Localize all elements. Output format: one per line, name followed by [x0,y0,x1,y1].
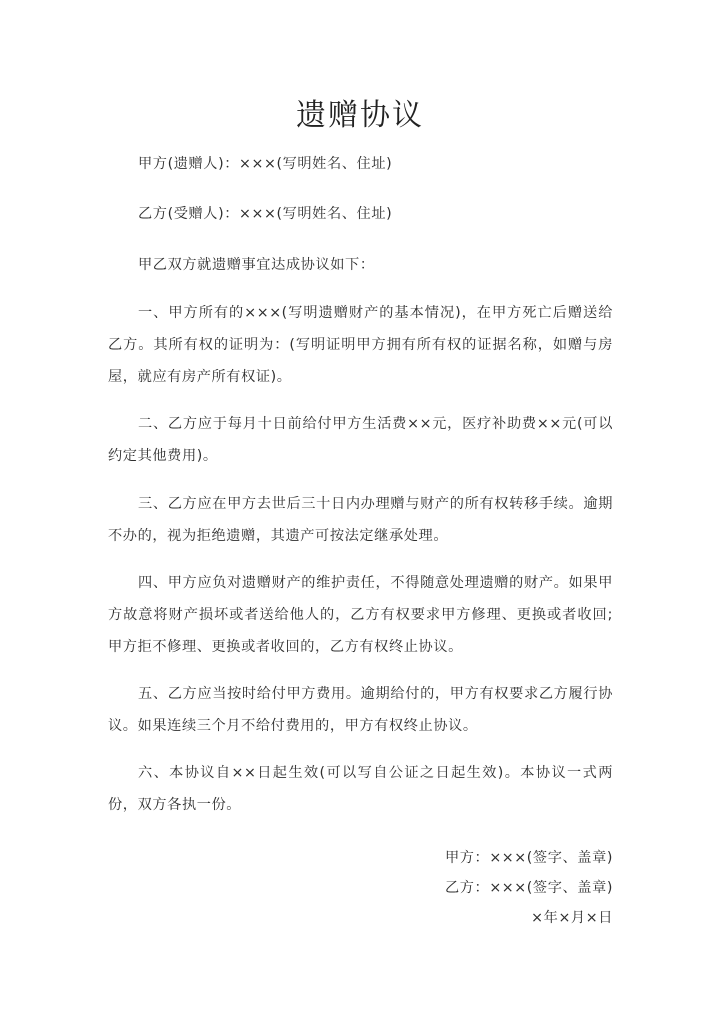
document-title: 遗赠协议 [296,98,424,133]
intro-line: 甲乙双方就遗赠事宜达成协议如下： [138,257,375,273]
clause-4: 四、甲方应负对遗赠财产的维护责任，不得随意处理遗赠的财产。如果甲方故意将财产损坏或者送给他人的，乙方有权要求甲方修理、更换或者收回;甲方拒不修理、更换或者收回的，乙方有权终止协议。 [108,575,613,655]
clause-6: 六、本协议自××日起生效(可以写自公证之日起生效)。本协议一式两份，双方各执一份。 [108,765,613,813]
party-b-line: 乙方(受赠人)：×××(写明姓名、住址) [138,206,393,222]
clause-5: 五、乙方应当按时给付甲方费用。逾期给付的，甲方有权要求乙方履行协议。如果连续三个月不给付费用的，甲方有权终止协议。 [108,686,613,734]
signature-date: ×年×月×日 [531,910,613,926]
signature-party-b: 乙方：×××(签字、盖章) [444,880,613,896]
party-a-line: 甲方(遗赠人)：×××(写明姓名、住址) [138,156,393,172]
clause-2: 二、乙方应于每月十日前给付甲方生活费××元，医疗补助费××元(可以约定其他费用)。 [108,416,613,464]
clause-3: 三、乙方应在甲方去世后三十日内办理赠与财产的所有权转移手续。逾期不办的，视为拒绝遗赠，其遗产可按法定继承处理。 [108,496,613,544]
signature-party-a: 甲方：×××(签字、盖章) [444,850,613,866]
clause-1: 一、甲方所有的×××(写明遗赠财产的基本情况)，在甲方死亡后赠送给乙方。其所有权的证明为：(写明证明甲方拥有所有权的证据名称，如赠与房屋，就应有房产所有权证)。 [108,305,613,385]
